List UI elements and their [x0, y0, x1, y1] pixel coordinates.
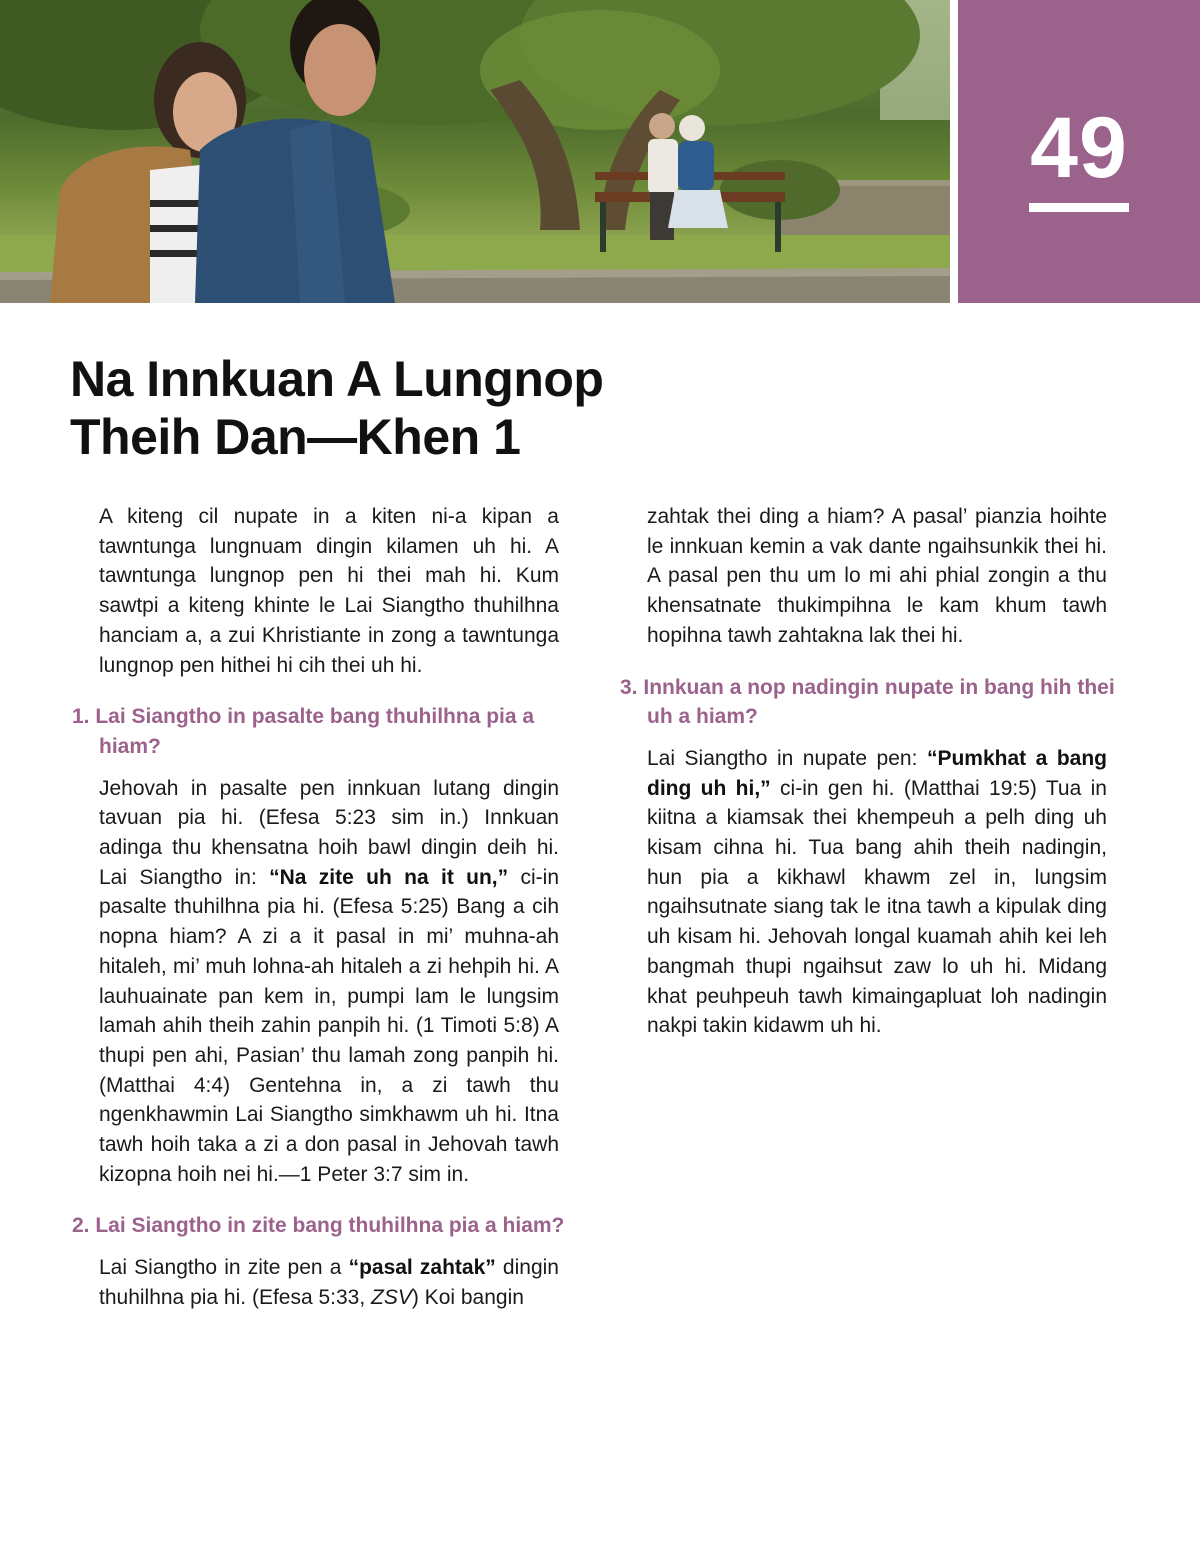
- answer-2-text-c: ) Koi bangin: [411, 1285, 524, 1309]
- hero-photo: [0, 0, 950, 303]
- answer-2-italic-abbrev: ZSV: [371, 1285, 412, 1309]
- question-1-heading: [72, 702, 579, 761]
- answer-2-paragraph: [99, 1253, 559, 1312]
- answer-3-bold-quote: “Pumkhat a bang ding uh hi,”: [647, 746, 1108, 800]
- lesson-title: [70, 350, 770, 466]
- answer-1-text-b: ci-in pasalte thuhilhna pia hi. (Efesa 5:25) Bang a cih nopna hiam? A zi a it pasal in mi’ muhna-ah hitaleh, mi’ muh lohna-ah hitaleh a zi hehpih hi. A lauhuainate pan kem in, pumpi lam le lungsim lamah ahih theih zahin panpih hi. (1 Timoti 5:8) A thupi pen ahi, Pasian’ thu lamah zong panpih hi. (Matthai 4:4) Gentehna in, a zi tawh thu ngenkhawmin Lai Siangtho simkhawm uh hi. Itna tawh hoih taka a zi a don pasal in Jehovah tawh kizopna hoih nei hi.—1 Peter 3:7 sim in.: [99, 865, 559, 1186]
- answer-2-text-a: Lai Siangtho in zite pen a: [99, 1256, 349, 1280]
- lesson-number-underline: [1029, 203, 1129, 212]
- question-1-number: 1.: [72, 705, 90, 729]
- answer-1-text-a: Jehovah in pasalte pen innkuan lutang dingin tavuan pia hi. (Efesa 5:23 sim in.) Innkuan adinga thu khensatna hoih bawl dingin deih hi. Lai Siangtho in:: [99, 776, 559, 889]
- right-column: [620, 502, 1115, 1041]
- lesson-title-line-1: Na Innkuan A Lungnop: [70, 351, 604, 407]
- answer-3-text-a: Lai Siangtho in nupate pen:: [647, 746, 927, 770]
- answer-1-bold-quote: “Na zite uh na it un,”: [269, 865, 509, 889]
- question-2-heading: [72, 1211, 579, 1241]
- answer-3-paragraph: [647, 744, 1107, 1041]
- question-3-text: Innkuan a nop nadingin nupate in bang hih thei uh a hiam?: [643, 675, 1115, 729]
- question-2-number: 2.: [72, 1214, 90, 1238]
- question-3-heading: [620, 673, 1127, 732]
- answer-2-text-b: dingin thuhilhna pia hi. (Efesa 5:33,: [99, 1256, 559, 1309]
- question-2-text: Lai Siangtho in zite bang thuhilhna pia a hiam?: [95, 1214, 565, 1238]
- answer-2-continuation: zahtak thei ding a hiam? A pasal’ pianzia hoihte le innkuan kemin a vak dante ngaihsunkik thei hi. A pasal pen thu um lo mi ahi phial zongin a thu khensatnate thukimpihna le kam khum tawh hopihna tawh zahtakna lak thei hi.: [647, 505, 1107, 647]
- answer-1-paragraph: [99, 774, 559, 1190]
- lesson-title-line-2: Theih Dan—Khen 1: [70, 409, 521, 465]
- question-3-number: 3.: [620, 675, 638, 699]
- left-column: [72, 502, 565, 1313]
- lesson-number: 49: [1030, 100, 1128, 196]
- answer-3-text-b: ci-in gen hi. (Matthai 19:5) Tua in kiitna a kiamsak thei khempeuh a pelh ding uh kisam cihna hi. Tua bang ahih theih nadingin, hun pia a kikhawl khawm zel in, lungsim ngaihsutnate siang tak le itna tawh a kipulak ding uh kisam hi. Jehovah longal kuamah ahih kei leh bangmah thupi ngaihsut zaw lo uh hi. Midang khat peuhpeuh tawh kimaingapluat loh nadingin nakpi takin kidawm uh hi.: [647, 776, 1107, 1038]
- lesson-number-badge: [958, 0, 1200, 303]
- intro-paragraph: A kiteng cil nupate in a kiten ni-a kipan a tawntunga lungnuam dingin kilamen uh hi. A tawntunga lungnop pen hi thei mah hi. Kum sawtpi a kiteng khinte le Lai Siangtho thuhilhna hanciam a, a zui Khristiante in zong a tawntunga lungnop pen hithei hi cih thei uh hi.: [99, 505, 559, 677]
- question-1-text: Lai Siangtho in pasalte bang thuhilhna pia a hiam?: [95, 705, 535, 758]
- answer-2-bold-quote: “pasal zahtak”: [348, 1256, 496, 1280]
